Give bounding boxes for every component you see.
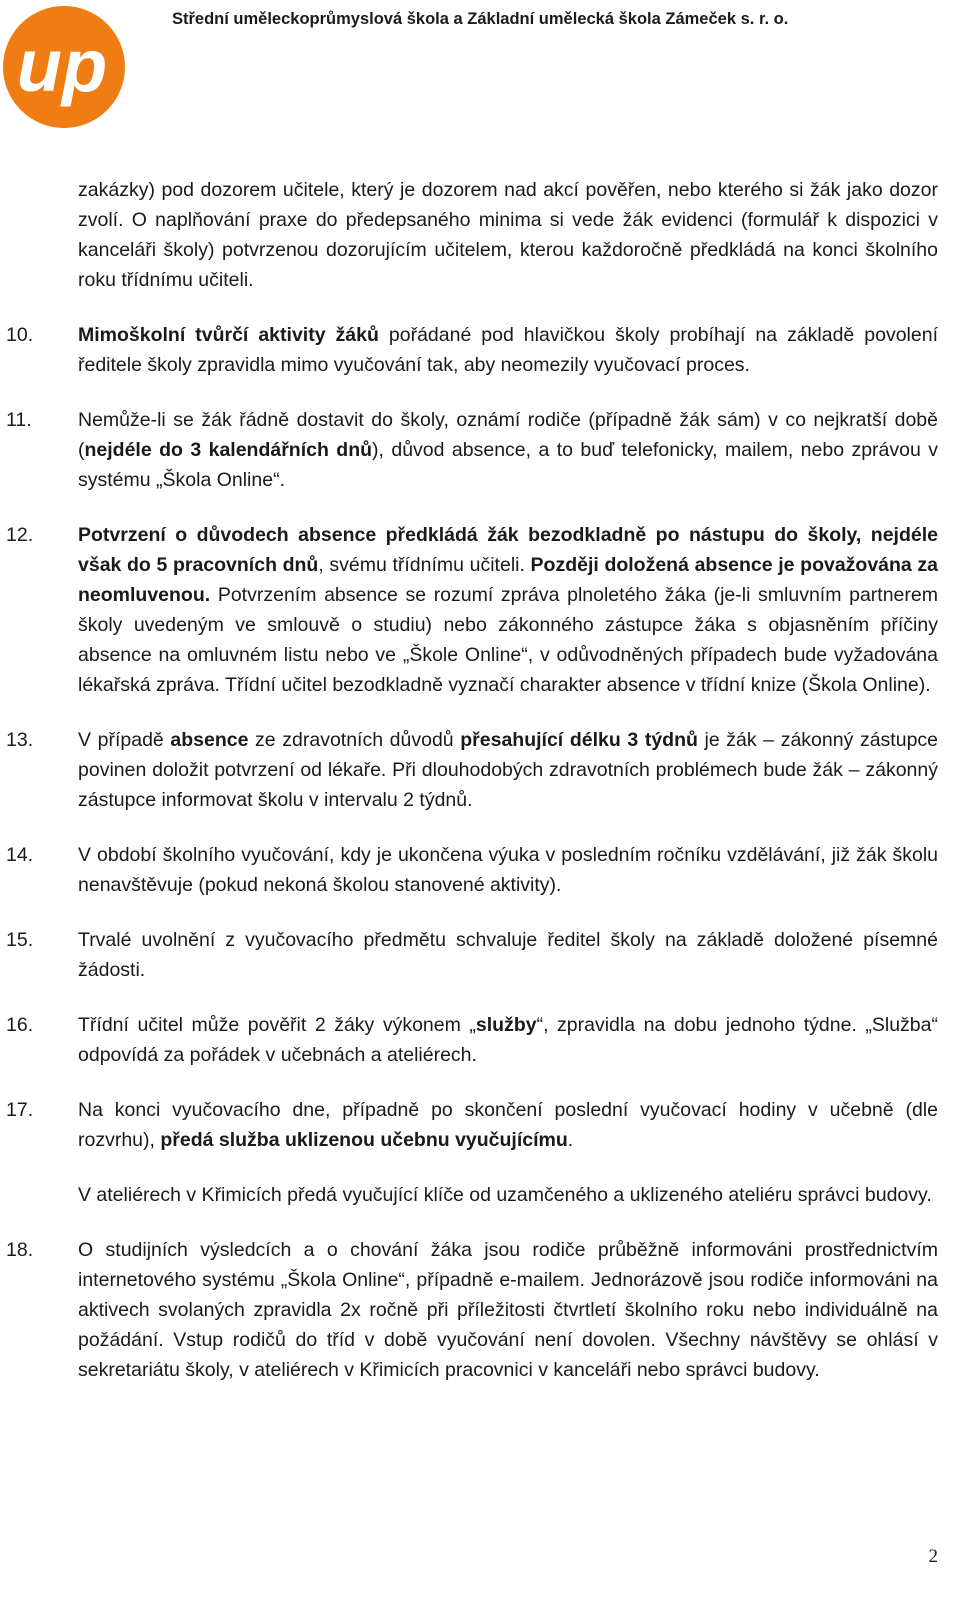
- header-title: Střední uměleckoprůmyslová škola a Základní umělecká škola Zámeček s. r. o.: [172, 10, 789, 28]
- bold-text-run: absence: [170, 729, 249, 751]
- text-run: Trvalé uvolnění z vyučovacího předmětu schvaluje ředitel školy na základě doložené písemné žádosti.: [78, 929, 938, 981]
- item-number: 11.: [6, 409, 32, 431]
- bold-text-run: přesahující délku 3 týdnů: [460, 729, 698, 751]
- bold-text-run: Později doložená absence je považována za neomluvenou.: [78, 554, 938, 606]
- text-run: Nemůže-li se žák řádně dostavit do školy, oznámí rodiče (případně žák sám) v co nejkratší době (: [78, 409, 938, 461]
- bold-text-run: nejdéle do 3 kalendářních dnů: [84, 439, 373, 461]
- text-run: “, zpravidla na dobu jednoho týdne. „Služba“ odpovídá za pořádek v učebnách a ateliérech.: [78, 1014, 938, 1066]
- bold-text-run: Mimoškolní tvůrčí aktivity žáků: [78, 324, 379, 346]
- item-extra-paragraph: V ateliérech v Křimicích předá vyučující klíče od uzamčeného a uklizeného ateliéru správci budovy.: [78, 1184, 932, 1206]
- bold-text-run: služby: [475, 1014, 537, 1036]
- item-number: 13.: [6, 729, 34, 751]
- text-run: Na konci vyučovacího dne, případně po skončení poslední vyučovací hodiny v učebně (dle rozvrhu),: [78, 1099, 938, 1151]
- text-run: ), důvod absence, a to buď telefonicky, mailem, nebo zprávou v systému „Škola Online“.: [78, 439, 939, 491]
- text-run: Třídní učitel může pověřit 2 žáky výkonem „: [78, 1014, 476, 1036]
- school-logo: [2, 5, 126, 129]
- list-item: [0, 925, 960, 985]
- rules-list: [0, 320, 960, 1385]
- text-run: V případě: [78, 729, 171, 751]
- item-number: 14.: [6, 844, 34, 866]
- list-item: [0, 1010, 960, 1070]
- text-run: pořádané pod hlavičkou školy probíhají na základě povolení ředitele školy zpravidla mimo vyučování tak, aby neomezily vyučovací proces.: [78, 324, 938, 376]
- text-run: .: [567, 1129, 574, 1151]
- item-number: 10.: [6, 324, 34, 346]
- text-run: O studijních výsledcích a o chování žáka jsou rodiče průběžně informováni prostřednictvím internetového systému „Škola Online“, případně e-mailem. Jednorázově jsou rodiče informováni na aktivech svolaných zpravidla 2x ročně při příležitosti čtvrtletí školního roku nebo individuálně na požádání. Vstup rodičů do tříd v době vyučování není dovolen. Všechny návštěvy se ohlásí v sekretariátu školy, v ateliérech v Křimicích pracovnici v kanceláři nebo správci budovy.: [78, 1239, 938, 1381]
- text-run: Potvrzením absence se rozumí zpráva plnoletého žáka (je-li smluvním partnerem školy uvedeným ve smlouvě o studiu) nebo zákonného zástupce žáka s objasněním příčiny absence na omluvném listu nebo ve „Škole Online“, v odůvodněných případech bude vyžadována lékařská zpráva. Třídní učitel bezodkladně vyznačí charakter absence v třídní knize (Škola Online).: [78, 584, 938, 696]
- list-item: [0, 320, 960, 380]
- text-run: ze zdravotních důvodů: [248, 729, 461, 751]
- item-text: [78, 840, 938, 900]
- bold-text-run: Potvrzení o důvodech absence předkládá žák bezodkladně po nástupu do školy, nejdéle však do 5 pracovních dnů: [78, 524, 938, 576]
- list-item: [0, 1095, 960, 1155]
- text-run: je žák – zákonný zástupce povinen doložit potvrzení od lékaře. Při dlouhodobých zdravotních problémech bude žák – zákonný zástupce informovat školu v intervalu 2 týdnů.: [78, 729, 939, 811]
- bold-text-run: předá služba uklizenou učebnu vyučujícímu: [160, 1129, 568, 1151]
- item-text: [78, 1095, 938, 1155]
- item-number: 17.: [6, 1099, 34, 1121]
- item-text: [78, 725, 938, 815]
- item-text: [78, 405, 938, 495]
- page-number: 2: [928, 1546, 938, 1567]
- document-body: [0, 175, 960, 1385]
- list-item: [0, 520, 960, 700]
- item-text: [78, 520, 938, 700]
- item-number: 15.: [6, 929, 34, 951]
- item-text: [78, 1235, 938, 1385]
- logo-lettering: up: [16, 24, 108, 107]
- list-item: [0, 1235, 960, 1385]
- intro-paragraph: zakázky) pod dozorem učitele, který je dozorem nad akcí pověřen, nebo kterého si žák jako dozor zvolí. O naplňování praxe do předepsaného minima si vede žák evidenci (formulář k dispozici v kanceláři školy) potvrzenou dozorujícím učitelem, kterou každoročně předkládá na konci školního roku třídnímu učiteli.: [78, 179, 938, 291]
- list-item: [0, 405, 960, 495]
- text-run: V období školního vyučování, kdy je ukončena výuka v posledním ročníku vzdělávání, již žák školu nenavštěvuje (pokud nekoná školou stanovené aktivity).: [78, 844, 938, 896]
- item-number: 16.: [6, 1014, 34, 1036]
- item-number: 18.: [6, 1239, 34, 1261]
- item-text: [78, 320, 938, 380]
- list-item: [0, 725, 960, 815]
- item-number: 12.: [6, 524, 34, 546]
- item-text: [78, 1010, 938, 1070]
- text-run: , svému třídnímu učiteli.: [318, 554, 531, 576]
- item-text: [78, 925, 938, 985]
- list-item: [0, 840, 960, 900]
